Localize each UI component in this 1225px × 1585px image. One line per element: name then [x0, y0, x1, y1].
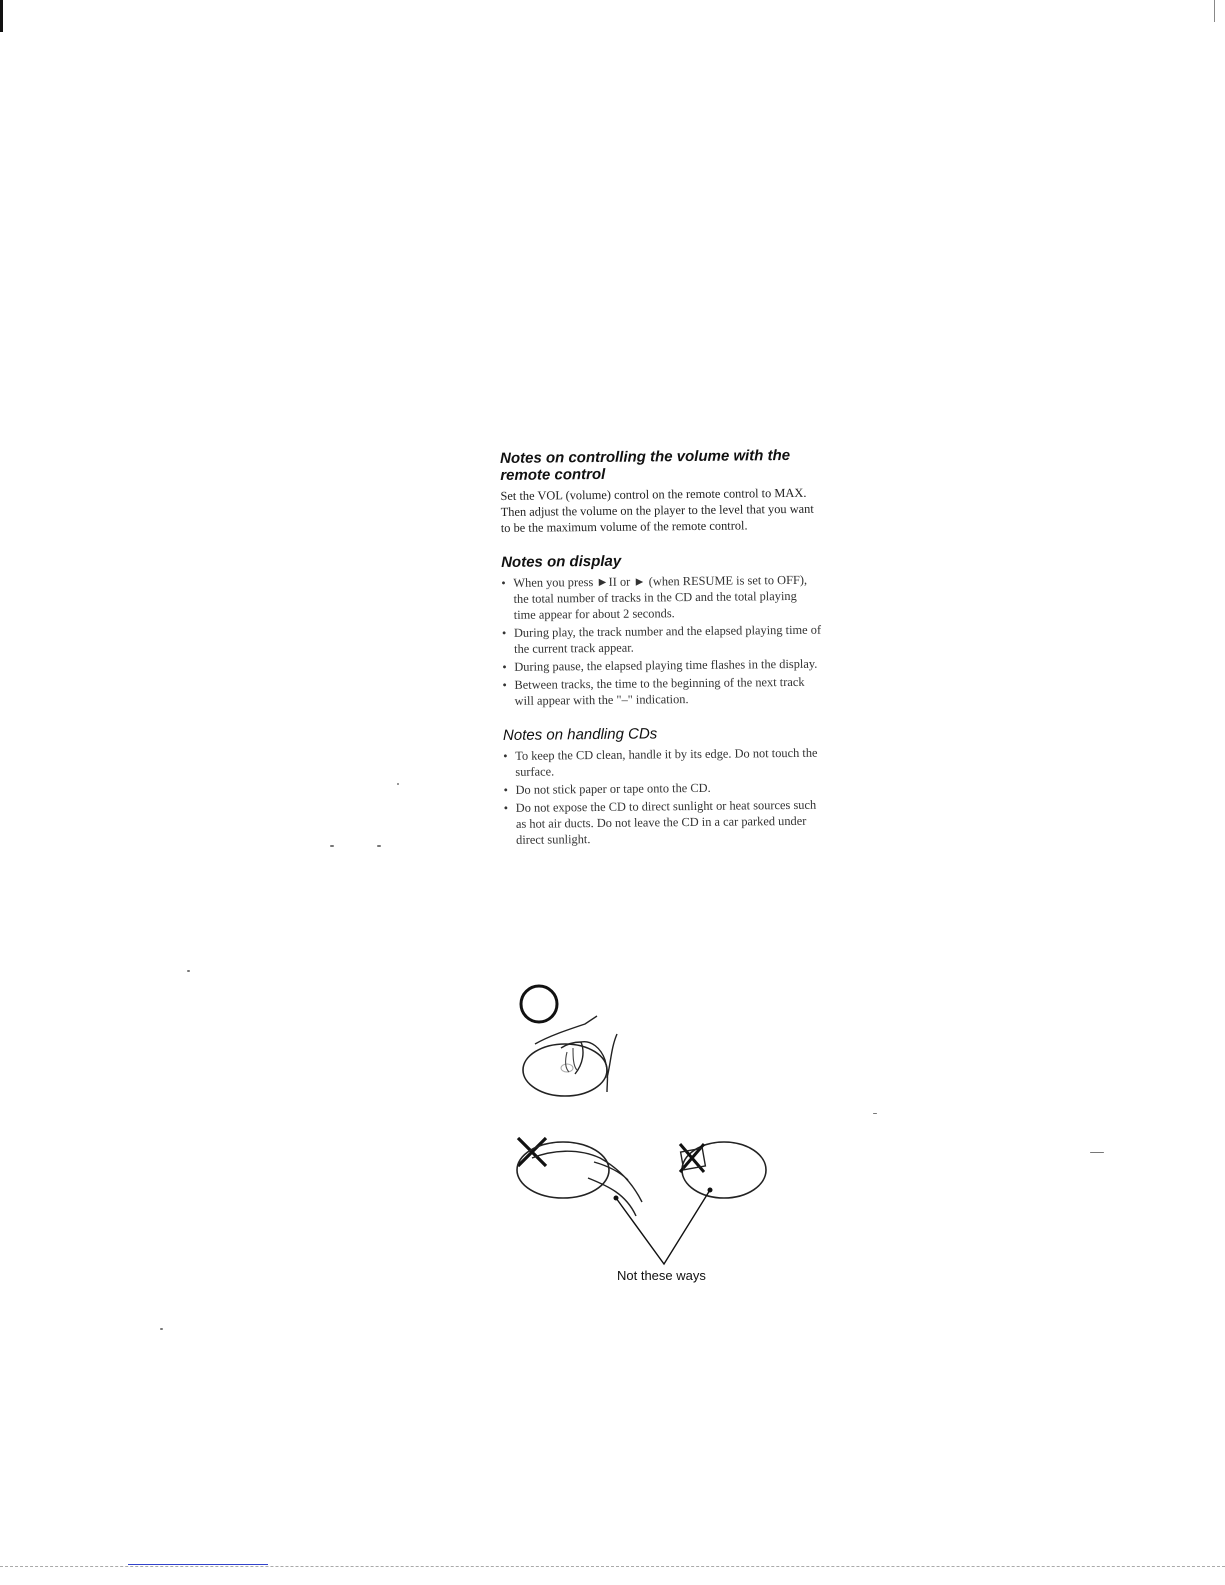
figure-caption: Not these ways — [617, 1268, 706, 1283]
correct-handling-illustration — [515, 982, 655, 1102]
circle-ok-icon — [521, 986, 557, 1022]
section-volume — [500, 447, 821, 536]
scan-speck — [1090, 1152, 1104, 1153]
pointer-dot — [614, 1196, 619, 1201]
display-list — [501, 572, 822, 709]
scan-speck — [873, 1113, 877, 1114]
list-item: • During play, the track number and the elapsed playing time of the current track appear. — [502, 622, 822, 657]
bottom-link-underline — [128, 1564, 268, 1565]
section-handling — [503, 724, 824, 848]
cd-disc-right — [682, 1142, 766, 1198]
handling-list — [503, 745, 824, 848]
fingers-outline — [566, 1048, 577, 1072]
scan-speck — [397, 783, 399, 785]
scan-speck — [330, 845, 334, 847]
section-display — [501, 551, 823, 709]
pointer-lines — [616, 1190, 710, 1264]
wrong-handling-illustration — [508, 1128, 778, 1278]
hand-on-disc — [532, 1151, 642, 1216]
scan-edge-mark — [0, 0, 3, 32]
scan-speck — [187, 970, 190, 972]
scan-speck — [377, 845, 381, 847]
cross-icon — [518, 1138, 546, 1166]
list-item: • Do not expose the CD to direct sunlight or heat sources such as hot air ducts. Do not leave the CD in a car parked under direct sunlight. — [504, 797, 824, 848]
bottom-rule — [0, 1566, 1225, 1567]
cd-disc-left — [517, 1142, 609, 1198]
heading-display: Notes on display — [501, 552, 622, 571]
pointer-dot — [708, 1188, 713, 1193]
scan-speck — [160, 1328, 163, 1330]
paragraph-volume: Set the VOL (volume) control on the remote control to MAX. Then adjust the volume on the player to the level that you want to be the maximum volume of the remote control. — [500, 485, 814, 535]
scan-edge-mark-right — [1214, 0, 1215, 22]
list-item: • When you press ►II or ► (when RESUME is set to OFF), the total number of tracks in the CD and the total playing time appear for about 2 seconds. — [501, 572, 821, 623]
heading-volume: Notes on controlling the volume with the remote control — [500, 446, 791, 484]
cd-disc — [523, 1044, 607, 1096]
list-item: • During pause, the elapsed playing time flashes in the display. — [502, 656, 822, 675]
list-item: • Between tracks, the time to the beginning of the next track will appear with the "–" indication. — [502, 674, 822, 709]
notes-column — [500, 447, 824, 866]
list-item: • Do not stick paper or tape onto the CD. — [503, 779, 823, 798]
hand-outline — [535, 1016, 617, 1092]
list-item: • To keep the CD clean, handle it by its edge. Do not touch the surface. — [503, 745, 823, 780]
heading-handling: Notes on handling CDs — [502, 725, 658, 744]
